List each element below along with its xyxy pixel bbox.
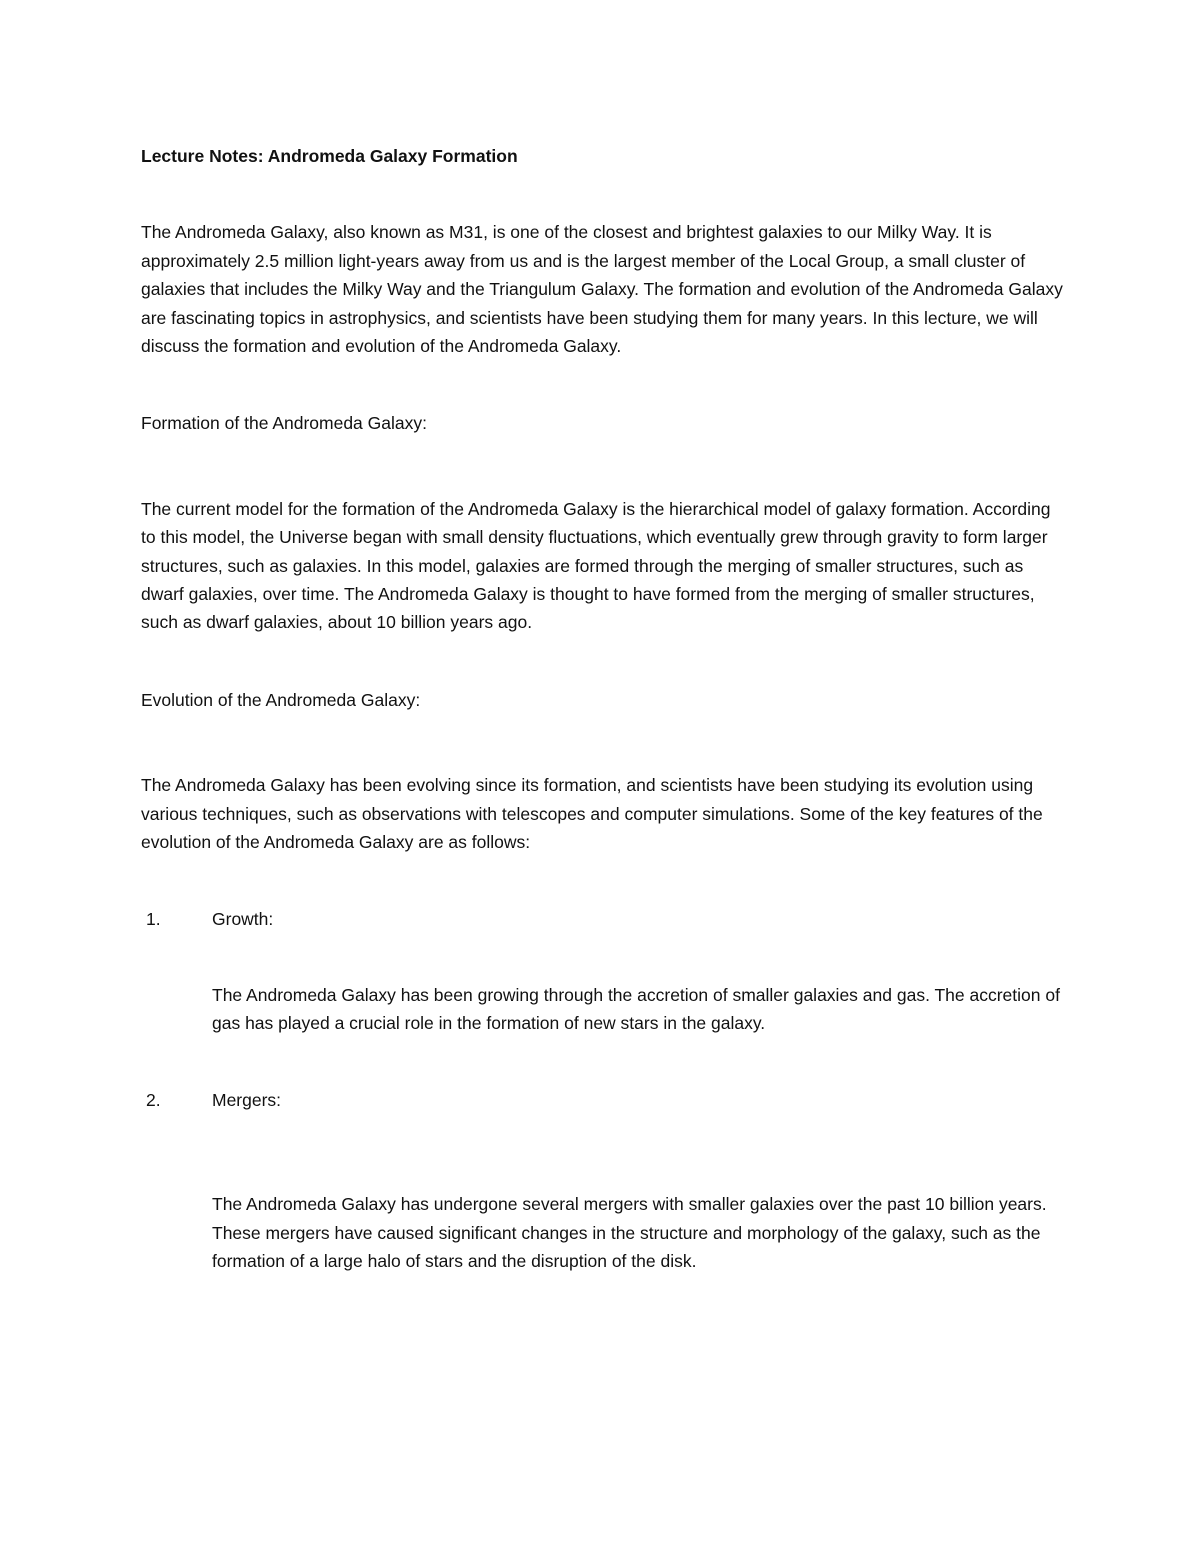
- list-number: 1.: [146, 908, 161, 929]
- list-number: 2.: [146, 1089, 161, 1110]
- intro-paragraph: The Andromeda Galaxy, also known as M31, is one of the closest and brightest galaxies to our Milky Way. It is approximately 2.5 million light-years away from us and is the largest member of the Local Group, a small cluster of galaxies that includes the Milky Way and the Triangulum Galaxy. The formation and evolution of the Andromeda Galaxy are fascinating topics in astrophysics, and scientists have been studying them for many years. In this lecture, we will discuss the formation and evolution of the Andromeda Galaxy.: [141, 222, 1063, 357]
- document-title: Lecture Notes: Andromeda Galaxy Formation: [141, 146, 518, 166]
- evolution-heading: Evolution of the Andromeda Galaxy:: [141, 689, 421, 710]
- mergers-paragraph: The Andromeda Galaxy has undergone several mergers with smaller galaxies over the past 10 billion years. These mergers have caused significant changes in the structure and morphology of the galaxy, such as the formation of a large halo of stars and the disruption of the disk.: [212, 1194, 1047, 1271]
- list-item-growth: [141, 905, 1066, 933]
- growth-paragraph: The Andromeda Galaxy has been growing through the accretion of smaller galaxies and gas. The accretion of gas has played a crucial role in the formation of new stars in the galaxy.: [212, 984, 1060, 1034]
- formation-heading: Formation of the Andromeda Galaxy:: [141, 413, 427, 434]
- list-item-label: Mergers:: [212, 1089, 282, 1110]
- list-item-label: Growth:: [212, 908, 274, 929]
- formation-paragraph: The current model for the formation of the Andromeda Galaxy is the hierarchical model of galaxy formation. According to this model, the Universe began with small density fluctuations, which eventually grew through gravity to form larger structures, such as galaxies. In this model, galaxies are formed through the merging of smaller structures, such as dwarf galaxies, over time. The Andromeda Galaxy is thought to have formed from the merging of smaller structures, such as dwarf galaxies, about 10 billion years ago.: [141, 498, 1051, 633]
- document-content: [141, 142, 1066, 1275]
- evolution-paragraph: The Andromeda Galaxy has been evolving since its formation, and scientists have been studying its evolution using various techniques, such as observations with telescopes and computer simulations. Some of the key features of the evolution of the Andromeda Galaxy are as follows:: [141, 775, 1043, 853]
- list-item-mergers: [141, 1086, 1066, 1114]
